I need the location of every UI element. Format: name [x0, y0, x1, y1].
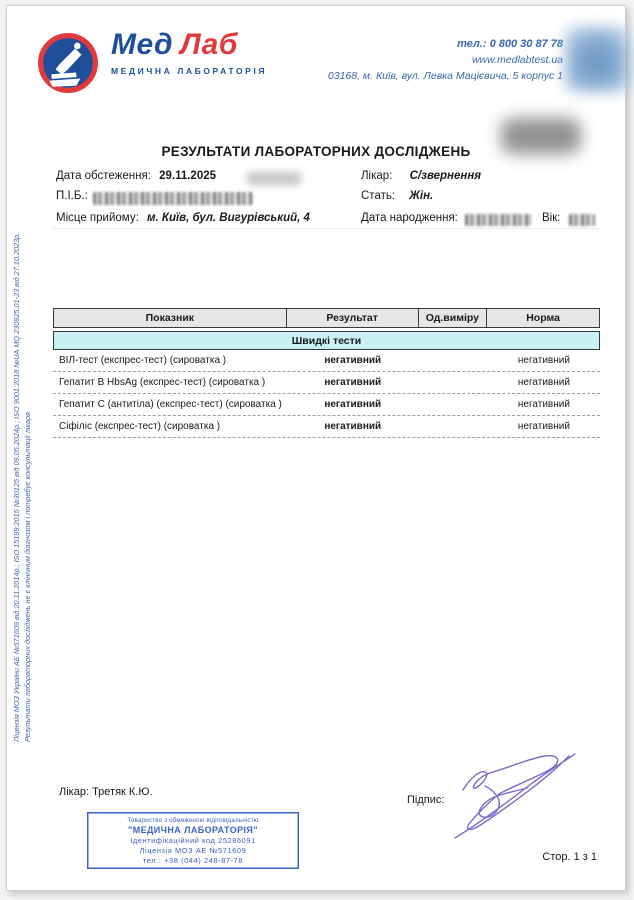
divider: [53, 228, 599, 229]
doctor-value: С/звернення: [409, 170, 482, 182]
col-header-unit: Од.виміру: [419, 309, 488, 327]
table-row: [53, 350, 600, 372]
row-indicator: ВІЛ-тест (експрес-тест) (сироватка ): [59, 355, 227, 366]
contact-block: [328, 36, 563, 84]
license-line: Ліцензія МОЗ України АЕ №571609 від 20.11.2014р.; ISO 15189:2015 №30125 від 09.05.2024р.; ISO 9001:2018 №UA.MQ 230925.01-23 від 27.10.2023р.: [12, 232, 21, 742]
redacted-birth-date: [465, 214, 531, 226]
stamp-line-2: "МЕДИЧНА ЛАБОРАТОРІЯ": [128, 824, 258, 835]
page-number: Стор. 1 з 1: [542, 851, 597, 863]
table-row: [53, 372, 600, 394]
contact-phone: тел.: 0 800 30 87 78: [457, 38, 563, 50]
table-row: [53, 416, 600, 438]
col-header-norm: Норма: [526, 312, 560, 324]
redacted-qr-code: [565, 26, 629, 92]
signature-label: Підпис:: [407, 794, 445, 806]
side-legal-text: [11, 166, 33, 742]
contact-address: 03168, м. Київ, вул. Левка Мацієвича, 5 корпус 1: [327, 70, 563, 82]
row-norm: негативний: [517, 399, 570, 410]
table-row: [53, 394, 600, 416]
stamp-line-5: тел.: +38 (044) 248-87-78: [142, 855, 244, 865]
row-indicator: Сіфіліс (експрес-тест) (сироватка ): [59, 421, 221, 432]
age-line: Вік:: [542, 212, 561, 224]
row-norm: негативний: [517, 421, 570, 432]
redacted-exam-time: [247, 172, 301, 185]
report-doctor: Лікар: Третяк К.Ю.: [59, 786, 153, 798]
place-line: Місце прийому: м. Київ, бул. Вигурівський, 4: [56, 212, 310, 224]
birth-line: Дата народження:: [361, 212, 458, 224]
col-header-indicator: Показник: [54, 309, 287, 327]
table-header-row: [53, 308, 600, 328]
row-indicator: Гепатит В HbsAg (експрес-тест) (сироватка ): [59, 377, 266, 388]
row-result: негативний: [324, 399, 382, 410]
stamp-line-4: Ліцензія МОЗ АЕ №571609: [139, 845, 247, 855]
lab-subtitle: МЕДИЧНА ЛАБОРАТОРІЯ: [111, 66, 268, 76]
document-page: [6, 5, 626, 891]
row-norm: негативний: [517, 355, 570, 366]
doctor-line: Лікар: С/звернення: [361, 170, 482, 182]
results-table: [53, 308, 600, 438]
disclaimer-line: Результати лабораторних досліджень не є клінічним діагнозом і потребує консультації лікаря: [23, 412, 32, 742]
exam-date-line: Дата обстеження: 29.11.2025: [56, 170, 217, 182]
sex-value: Жін.: [409, 190, 434, 202]
redacted-age: [569, 214, 595, 226]
col-header-result: Результат: [287, 309, 419, 327]
row-norm: негативний: [517, 377, 570, 388]
row-result: негативний: [324, 355, 382, 366]
contact-website[interactable]: www.medlabtest.ua: [471, 54, 563, 66]
stamp-line-1: Товариство з обмеженою відповідальністю: [127, 816, 259, 824]
place-value: м. Київ, бул. Вигурівський, 4: [146, 212, 310, 224]
lab-stamp: [87, 812, 299, 869]
lab-logo: [37, 28, 267, 94]
row-result: негативний: [324, 421, 382, 432]
pib-line: П.І.Б.:: [56, 190, 88, 202]
sex-line: Стать: Жін.: [361, 190, 434, 202]
microscope-icon: [37, 32, 99, 94]
doctor-signature: [435, 742, 580, 844]
document-title: РЕЗУЛЬТАТИ ЛАБОРАТОРНИХ ДОСЛІДЖЕНЬ: [161, 144, 471, 159]
row-result: негативний: [324, 377, 382, 388]
row-indicator: Гепатит С (антитіла) (експрес-тест) (сироватка ): [59, 399, 282, 410]
redacted-patient-name: [93, 192, 253, 205]
lab-name: Мед Лаб: [111, 28, 238, 61]
stamp-line-3: Ідентифікаційний код 25286091: [130, 835, 256, 845]
table-section-header: Швидкі тести: [53, 331, 600, 350]
exam-date-value: 29.11.2025: [159, 170, 217, 182]
